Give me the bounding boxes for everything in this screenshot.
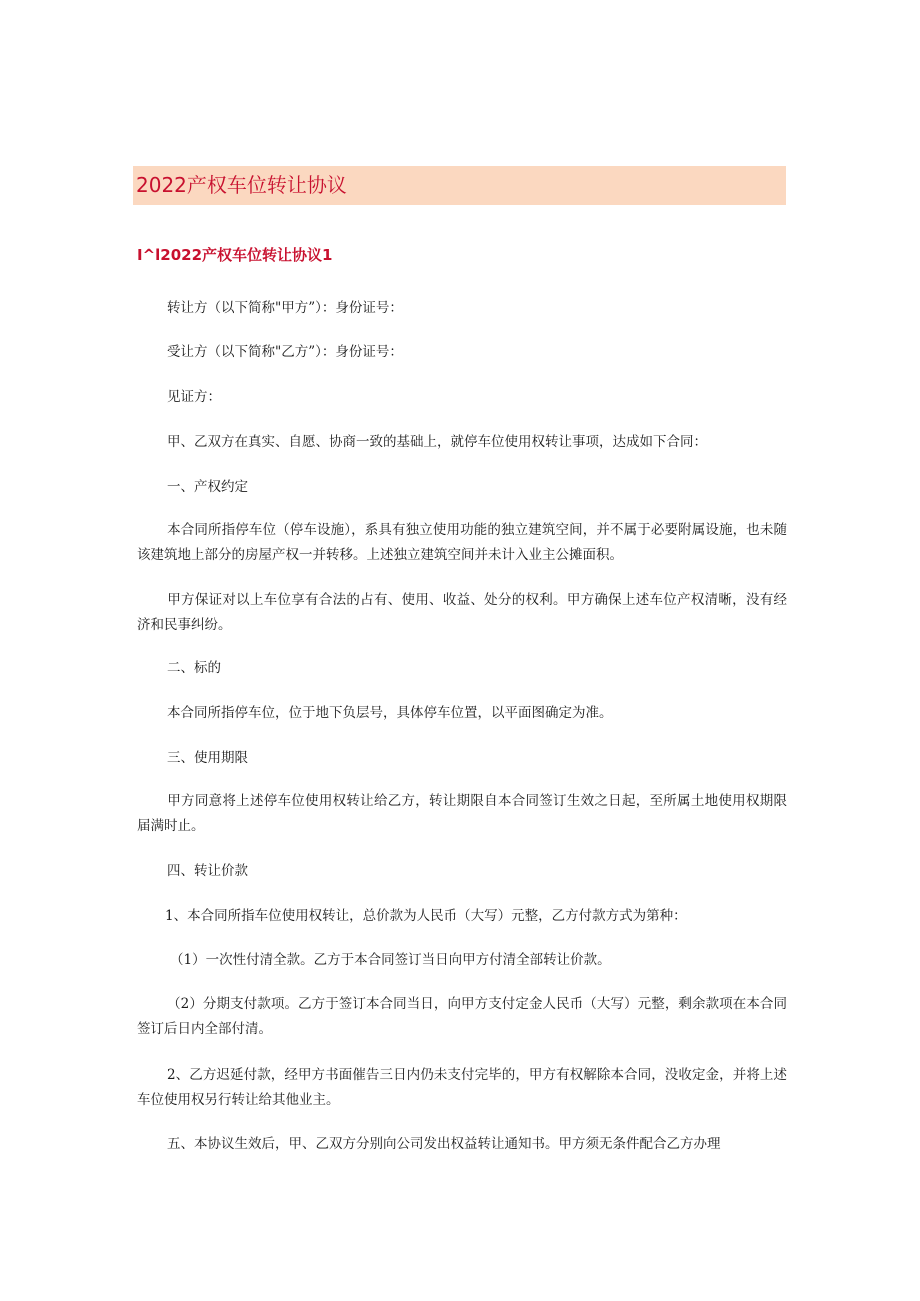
transferee-line: 受让方（以下简称"乙方”）：身份证号： (167, 344, 403, 360)
paragraph-price: 1、本合同所指车位使用权转让，总价款为人民币（大写）元整，乙方付款方式为第种： (165, 908, 687, 924)
paragraph-guarantee: 甲方保证对以上车位享有合法的占有、使用、收益、处分的权利。甲方确保上述车位产权清晰，没有经济和民事纠纷。 (137, 592, 787, 633)
paragraph-late-payment: 2、乙方迟延付款，经甲方书面催告三日内仍未支付完毕的，甲方有权解除本合同，没收定金，并将上述车位使用权另行转让给其他业主。 (137, 1067, 787, 1108)
witness-line: 见证方： (167, 389, 221, 405)
section-heading-4: 四、转让价款 (167, 863, 248, 879)
document-subtitle: I^l2022产权车位转让协议1 (137, 246, 333, 264)
section-heading-1: 一、产权约定 (167, 479, 248, 495)
transferor-line: 转让方（以下简称"甲方”）：身份证号： (167, 300, 403, 316)
document-title: 2022产权车位转让协议 (136, 173, 347, 197)
paragraph-subject: 本合同所指停车位，位于地下负层号，具体停车位置，以平面图确定为准。 (167, 705, 613, 721)
section-heading-3: 三、使用期限 (167, 750, 248, 766)
paragraph-ownership: 本合同所指停车位（停车设施），系具有独立使用功能的独立建筑空间，并不属于必要附属设施，也未随该建筑地上部分的房屋产权一并转移。上述独立建筑空间并未计入业主公摊面积。 (137, 522, 787, 563)
preamble: 甲、乙双方在真实、自愿、协商一致的基础上，就停车位使用权转让事项，达成如下合同： (167, 434, 707, 450)
paragraph-term: 甲方同意将上述停车位使用权转让给乙方，转让期限自本合同签订生效之日起，至所属土地使用权期限届满时止。 (137, 793, 787, 834)
paragraph-payment-option-2: （2）分期支付款项。乙方于签订本合同当日，向甲方支付定金人民币（大写）元整，剩余款项在本合同签订后日内全部付清。 (137, 996, 787, 1037)
paragraph-effect: 五、本协议生效后，甲、乙双方分别向公司发出权益转让通知书。甲方须无条件配合乙方办理 (167, 1136, 721, 1152)
paragraph-payment-option-1: （1）一次性付清全款。乙方于本合同签订当日向甲方付清全部转让价款。 (170, 952, 611, 968)
title-banner (133, 166, 786, 205)
section-heading-2: 二、标的 (167, 660, 221, 676)
